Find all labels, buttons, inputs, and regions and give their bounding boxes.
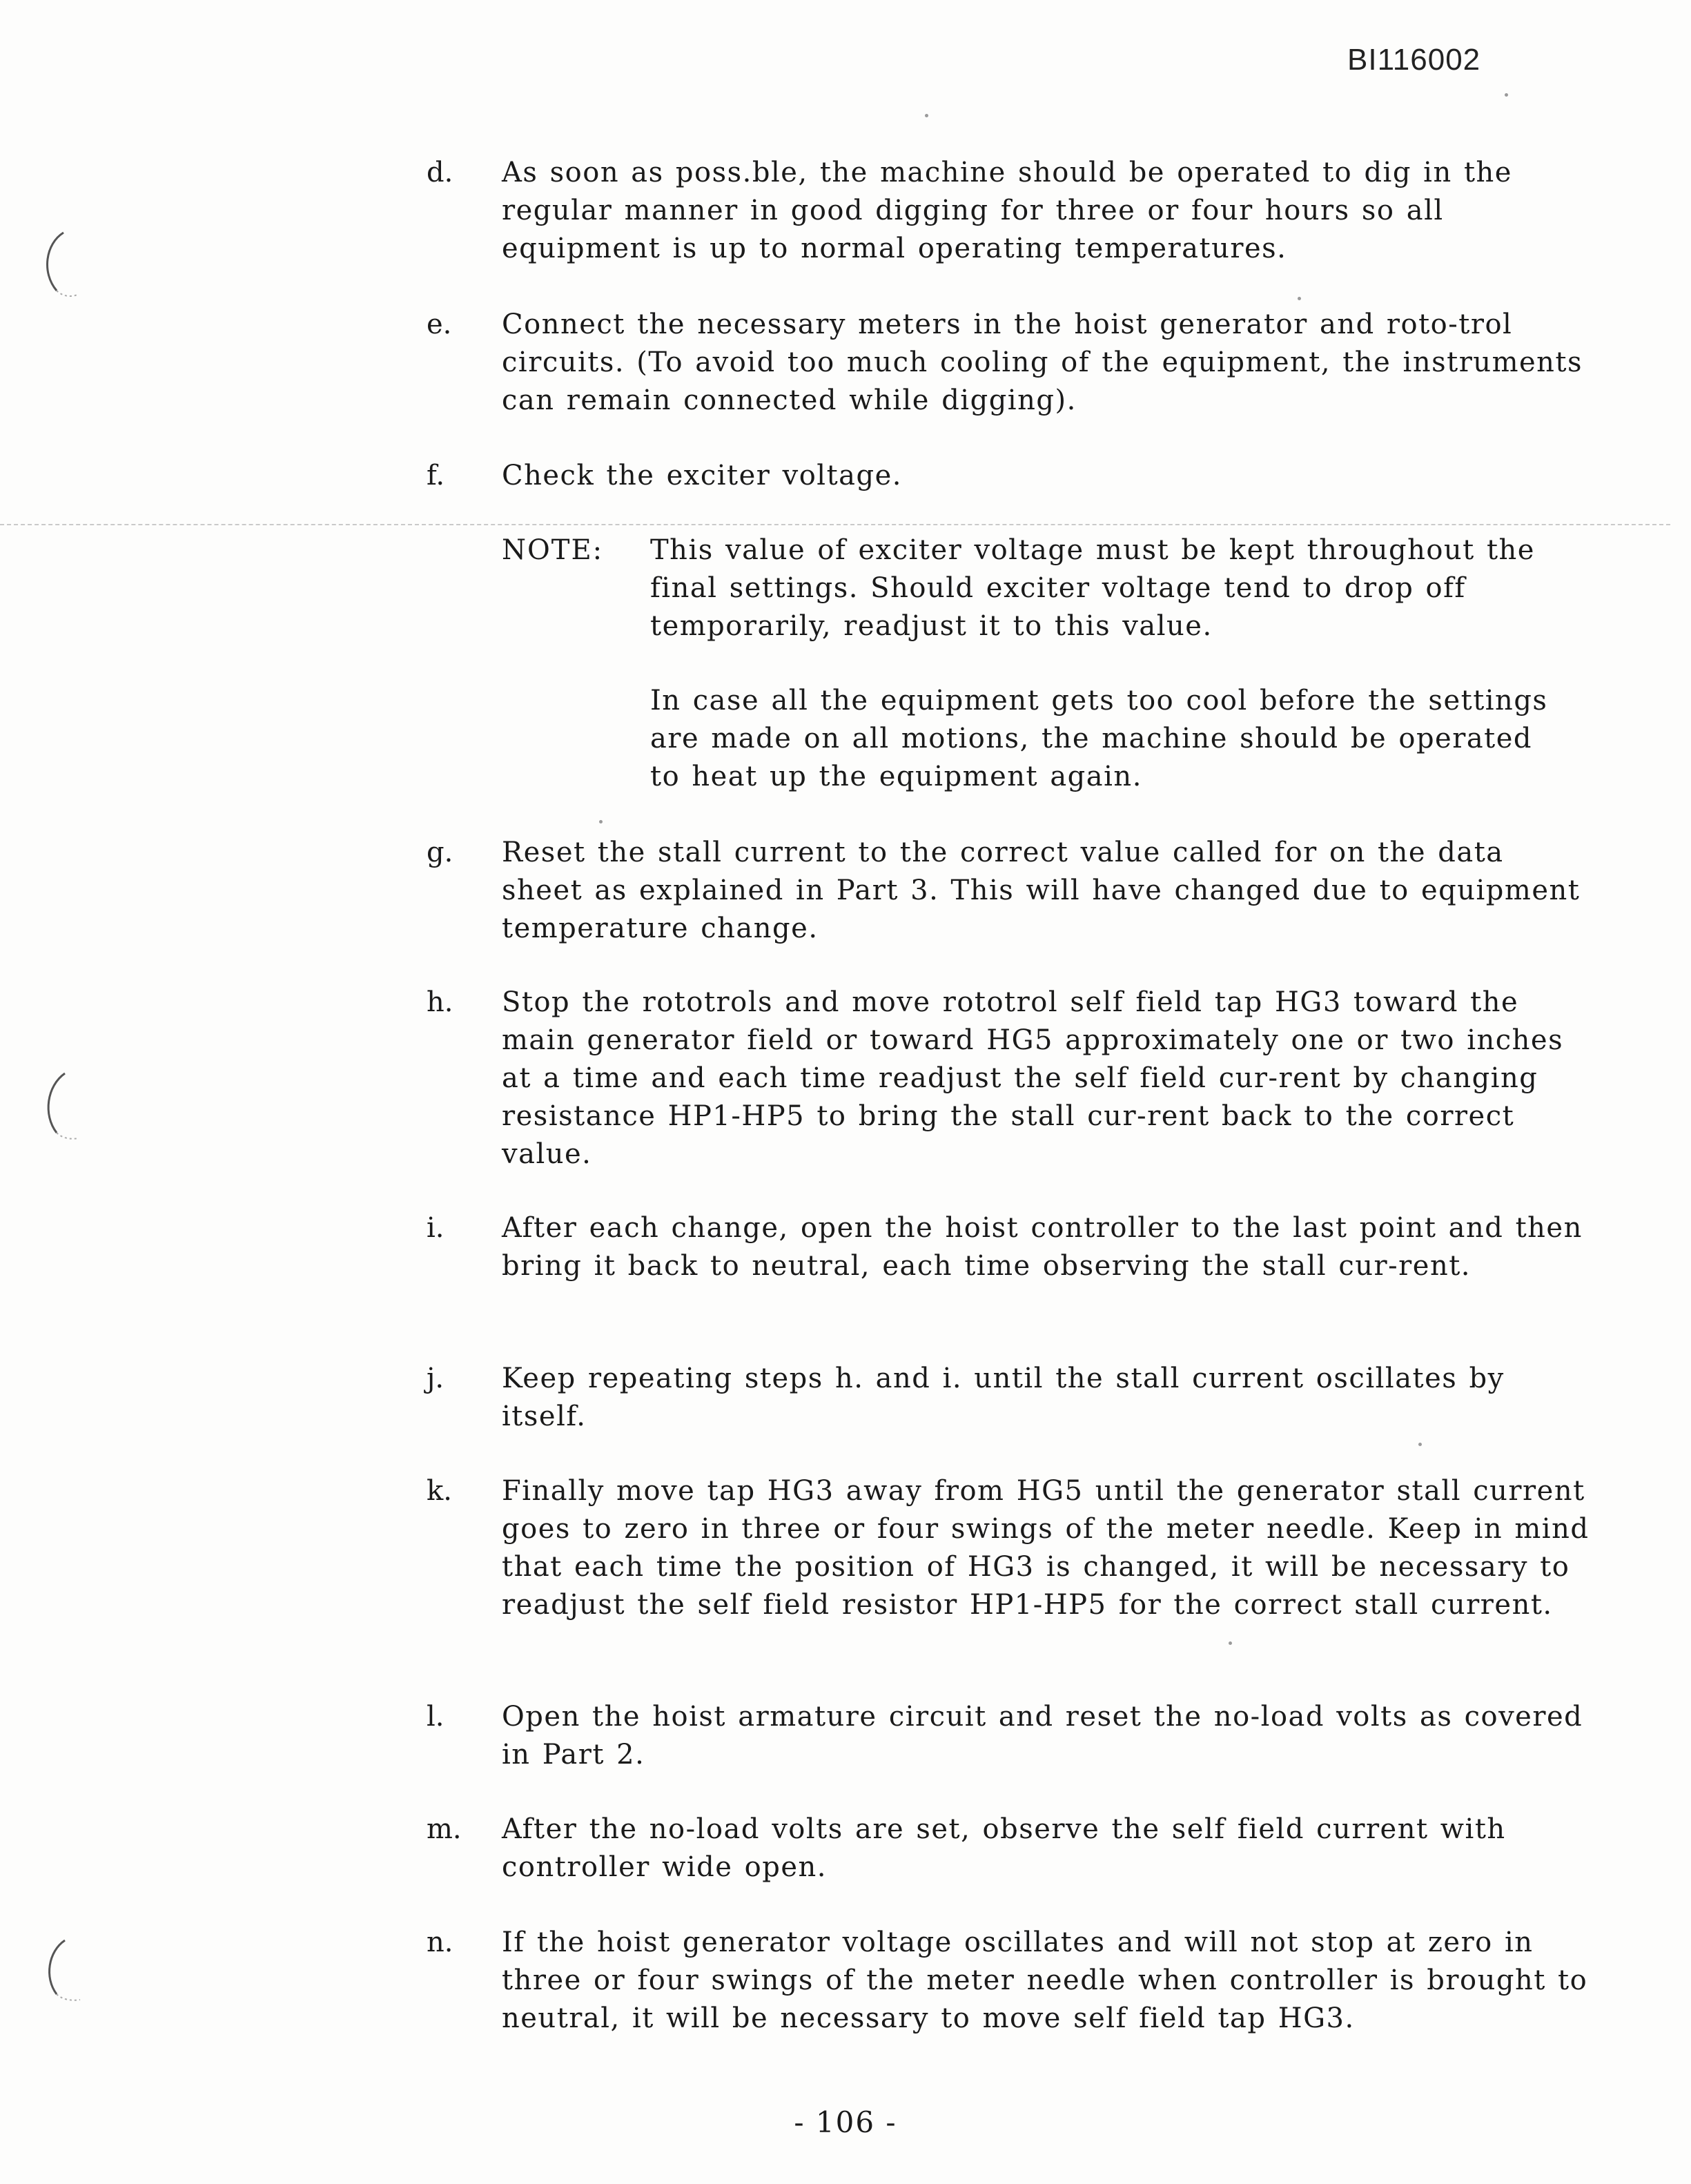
note-paragraph: This value of exciter voltage must be kept throughout the final settings. Should exciter voltage tend to drop off temporarily, readjust it to this value. xyxy=(650,534,1535,642)
scan-speck xyxy=(1505,93,1508,97)
scan-speck xyxy=(1229,1641,1232,1645)
step-letter: d. xyxy=(427,157,453,188)
step-letter: h. xyxy=(427,986,453,1018)
note-label: NOTE: xyxy=(502,534,604,566)
step-text: Keep repeating steps h. and i. until the stall current oscillates by itself. xyxy=(502,1363,1505,1432)
step-letter: g. xyxy=(427,837,453,868)
binder-hole-mark xyxy=(36,1066,91,1142)
step-letter: e. xyxy=(427,309,452,340)
step-text: Open the hoist armature circuit and reset the no-load volts as covered in Part 2. xyxy=(502,1701,1583,1771)
step-text: As soon as poss.ble, the machine should be operated to dig in the regular manner in good digging for three or four hours so all equipment is up to normal operating temperatures. xyxy=(502,157,1512,264)
step-letter: l. xyxy=(427,1701,444,1733)
step-text: Stop the rototrols and move rototrol self field tap HG3 toward the main generator field or toward HG5 approximately one or two inches at a time and each time readjust the self field cur-rent by changing resistance HP1-HP5 to bring the stall cur-rent back to the correct value. xyxy=(502,986,1564,1170)
step-letter: k. xyxy=(427,1475,452,1507)
binder-hole-mark xyxy=(36,224,91,300)
step-text: Reset the stall current to the correct value called for on the data sheet as explained in Part 3. This will have changed due to equipment temperature change. xyxy=(502,837,1581,944)
step-text: After the no-load volts are set, observe the self field current with controller wide open. xyxy=(502,1813,1506,1883)
step-letter: f. xyxy=(427,460,445,491)
step-letter: m. xyxy=(427,1813,462,1845)
scan-speck xyxy=(1418,1443,1422,1446)
step-letter: n. xyxy=(427,1927,453,1958)
scan-fold-line xyxy=(0,524,1670,525)
step-text: Finally move tap HG3 away from HG5 until the generator stall current goes to zero in three or four swings of the meter needle. Keep in mind that each time the position of HG3 is changed, it will be necessary to readjust the self field resistor HP1-HP5 for the correct stall current. xyxy=(502,1475,1590,1621)
step-text: If the hoist generator voltage oscillates and will not stop at zero in three or four swings of the meter needle when controller is brought to neutral, it will be necessary to move self field tap HG3. xyxy=(502,1927,1588,2034)
note-paragraph: In case all the equipment gets too cool before the settings are made on all motions, the machine should be operated to heat up the equipment again. xyxy=(650,685,1548,792)
step-text: Check the exciter voltage. xyxy=(502,460,903,491)
scan-speck xyxy=(1298,297,1301,300)
step-letter: i. xyxy=(427,1212,444,1244)
binder-hole-mark xyxy=(36,1929,91,2005)
step-text: Connect the necessary meters in the hoist generator and roto-trol circuits. (To avoid too much cooling of the equipment, the instruments can remain connected while digging). xyxy=(502,309,1583,416)
step-letter: j. xyxy=(427,1363,444,1394)
step-text: After each change, open the hoist controller to the last point and then bring it back to neutral, each time observing the stall cur-rent. xyxy=(502,1212,1583,1282)
scan-speck xyxy=(599,820,603,823)
document-id: BI116002 xyxy=(1347,43,1481,77)
scan-speck xyxy=(925,114,928,117)
page-number: - 106 - xyxy=(794,2105,897,2139)
